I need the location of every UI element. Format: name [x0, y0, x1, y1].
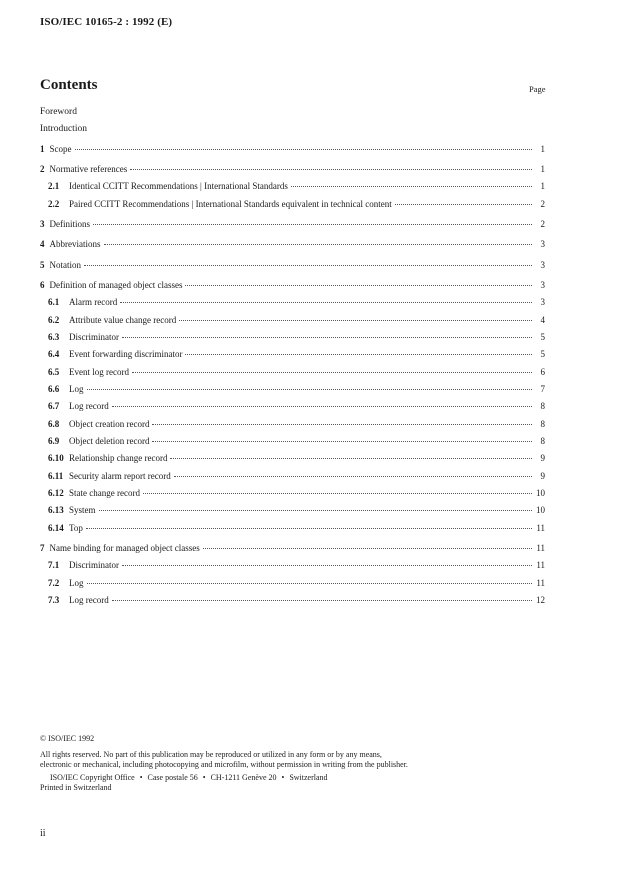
bullet-separator: • — [139, 772, 143, 782]
toc-entry[interactable] — [48, 181, 545, 191]
toc-entry-page: 6 — [540, 367, 545, 377]
page-column-label: Page — [529, 84, 546, 94]
toc-introduction[interactable]: Introduction — [40, 124, 87, 134]
toc-entry[interactable] — [40, 260, 545, 270]
toc-entry-number: 7.2 — [48, 578, 60, 588]
toc-entry-number: 6.8 — [48, 419, 60, 429]
toc-entry-number: 7 — [40, 543, 45, 553]
toc-entry-page: 11 — [536, 523, 545, 533]
toc-entry[interactable] — [40, 543, 545, 553]
toc-entry-page: 4 — [540, 315, 545, 325]
toc-entry-number: 1 — [40, 144, 45, 154]
address-postbox: Case postale 56 — [147, 772, 198, 782]
toc-entry-label: Log record — [69, 595, 109, 605]
toc-entry-label: Log — [69, 578, 84, 588]
toc-entry-page: 2 — [540, 219, 545, 229]
toc-entry-number: 2.1 — [48, 181, 60, 191]
address-office: ISO/IEC Copyright Office — [50, 772, 135, 782]
printed-in: Printed in Switzerland — [40, 783, 112, 792]
toc-entry-label: Discriminator — [69, 332, 119, 342]
toc-entry-page: 3 — [540, 260, 545, 270]
toc-entry-number: 6.14 — [48, 523, 64, 533]
toc-entry[interactable] — [40, 280, 545, 290]
toc-entry-page: 3 — [540, 297, 545, 307]
toc-entry-number: 6.12 — [48, 488, 64, 498]
dot-leader — [152, 441, 532, 442]
toc-entry-label: Abbreviations — [49, 239, 101, 249]
toc-entry[interactable] — [48, 332, 545, 342]
toc-entry-number: 6.13 — [48, 505, 64, 515]
toc-entry[interactable] — [48, 419, 545, 429]
dot-leader — [185, 354, 532, 355]
toc-entry-page: 12 — [536, 595, 545, 605]
dot-leader — [112, 406, 532, 407]
toc-entry-page: 5 — [540, 332, 545, 342]
dot-leader — [203, 548, 532, 549]
toc-entry-label: Definitions — [49, 219, 90, 229]
copyright-line: © ISO/IEC 1992 — [40, 734, 95, 743]
toc-entry-number: 6.10 — [48, 453, 64, 463]
toc-entry-number: 6.11 — [48, 471, 64, 481]
toc-entry-page: 8 — [540, 436, 545, 446]
toc-entry[interactable] — [40, 164, 545, 174]
toc-entry-page: 2 — [540, 199, 545, 209]
toc-entry-label: Object deletion record — [69, 436, 150, 446]
toc-entry-number: 3 — [40, 219, 45, 229]
toc-entry-label: Alarm record — [69, 297, 118, 307]
dot-leader — [112, 600, 532, 601]
toc-entry-label: Object creation record — [69, 419, 150, 429]
dot-leader — [93, 224, 532, 225]
toc-entry[interactable] — [48, 349, 545, 359]
toc-entry[interactable] — [48, 453, 545, 463]
toc-entry[interactable] — [48, 315, 545, 325]
toc-entry-number: 6.3 — [48, 332, 60, 342]
toc-entry-label: Scope — [49, 144, 72, 154]
toc-entry-label: Attribute value change record — [69, 315, 177, 325]
address-country: Switzerland — [289, 772, 328, 782]
toc-entry-label: Event log record — [69, 367, 129, 377]
toc-entry-number: 7.3 — [48, 595, 60, 605]
toc-entry[interactable] — [48, 488, 545, 498]
toc-entry-page: 3 — [540, 280, 545, 290]
address-city: CH-1211 Genève 20 — [210, 772, 277, 782]
dot-leader — [99, 510, 532, 511]
toc-entry-label: Log record — [69, 401, 109, 411]
dot-leader — [120, 302, 532, 303]
dot-leader — [179, 320, 532, 321]
toc-entry-number: 6.9 — [48, 436, 60, 446]
toc-entry-page: 11 — [536, 543, 545, 553]
toc-entry-label: Relationship change record — [69, 453, 168, 463]
toc-entry-page: 7 — [540, 384, 545, 394]
dot-leader — [75, 149, 533, 150]
toc-entry-page: 10 — [536, 488, 545, 498]
dot-leader — [87, 389, 533, 390]
toc-entry-label: State change record — [69, 488, 140, 498]
dot-leader — [174, 476, 532, 477]
toc-entry-label: System — [69, 505, 96, 515]
toc-entry-page: 10 — [536, 505, 545, 515]
toc-entry[interactable] — [48, 578, 545, 588]
toc-entry-page: 8 — [540, 419, 545, 429]
toc-entry-label: Top — [69, 523, 83, 533]
dot-leader — [170, 458, 532, 459]
toc-entry-number: 6.1 — [48, 297, 60, 307]
document-header: ISO/IEC 10165-2 : 1992 (E) — [40, 16, 173, 28]
toc-entry-number: 6.4 — [48, 349, 60, 359]
toc-entry-page: 1 — [540, 181, 545, 191]
toc-entry-number: 4 — [40, 239, 45, 249]
toc-entry[interactable] — [48, 560, 545, 570]
toc-entry-number: 7.1 — [48, 560, 60, 570]
toc-entry-label: Notation — [49, 260, 81, 270]
toc-entry-label: Definition of managed object classes — [49, 280, 183, 290]
dot-leader — [152, 424, 532, 425]
toc-entry[interactable] — [48, 384, 545, 394]
toc-entry-page: 11 — [536, 560, 545, 570]
toc-entry-number: 2.2 — [48, 199, 60, 209]
page-title: Contents — [40, 77, 98, 93]
toc-entry-number: 6 — [40, 280, 45, 290]
toc-foreword[interactable]: Foreword — [40, 107, 77, 117]
toc-entry-page: 9 — [540, 453, 545, 463]
toc-entry-label: Security alarm report record — [69, 471, 171, 481]
toc-entry[interactable] — [48, 297, 545, 307]
toc-entry[interactable] — [48, 199, 545, 209]
toc-entry[interactable] — [48, 523, 545, 533]
dot-leader — [143, 493, 532, 494]
toc-entry[interactable] — [48, 595, 545, 605]
toc-entry-number: 6.5 — [48, 367, 60, 377]
toc-entry[interactable] — [48, 505, 545, 515]
page-number: ii — [40, 828, 46, 839]
toc-entry-page: 8 — [540, 401, 545, 411]
toc-entry-page: 5 — [540, 349, 545, 359]
toc-entry-number: 6.7 — [48, 401, 60, 411]
toc-entry[interactable] — [48, 471, 545, 481]
table-of-contents — [40, 104, 545, 605]
bullet-separator: • — [281, 772, 285, 782]
toc-entry-page: 11 — [536, 578, 545, 588]
toc-entry-number: 6.2 — [48, 315, 60, 325]
dot-leader — [130, 169, 532, 170]
dot-leader — [122, 565, 532, 566]
toc-entry-number: 5 — [40, 260, 45, 270]
toc-entry-page: 1 — [540, 164, 545, 174]
toc-entry-page: 3 — [540, 239, 545, 249]
toc-entry-label: Event forwarding discriminator — [69, 349, 183, 359]
toc-entry[interactable] — [40, 239, 545, 249]
toc-entry[interactable] — [48, 436, 545, 446]
toc-entry-label: Name binding for managed object classes — [49, 543, 200, 553]
rights-statement: All rights reserved. No part of this publication may be reproduced or utilized in any form or by any means, electronic or mechanical, including photocopying and microfilm, without permission in writing from the publisher. — [40, 749, 408, 769]
copyright-notice — [40, 734, 410, 794]
toc-entry[interactable] — [40, 219, 545, 229]
toc-entry-number: 6.6 — [48, 384, 60, 394]
toc-entry[interactable] — [48, 367, 545, 377]
dot-leader — [185, 285, 532, 286]
dot-leader — [87, 583, 533, 584]
copyright-office-address — [40, 773, 410, 784]
dot-leader — [104, 244, 533, 245]
toc-entry-label: Discriminator — [69, 560, 119, 570]
dot-leader — [122, 337, 532, 338]
toc-entry[interactable] — [40, 144, 545, 154]
toc-entry-label: Normative references — [49, 164, 128, 174]
bullet-separator: • — [202, 772, 206, 782]
toc-entry-label: Log — [69, 384, 84, 394]
toc-entry-label: Paired CCITT Recommendations | International Standards equivalent in technical content — [69, 199, 392, 209]
dot-leader — [84, 265, 532, 266]
toc-entry-label: Identical CCITT Recommendations | International Standards — [69, 181, 288, 191]
dot-leader — [132, 372, 532, 373]
toc-entry-page: 1 — [540, 144, 545, 154]
dot-leader — [395, 204, 532, 205]
dot-leader — [291, 186, 532, 187]
dot-leader — [86, 528, 532, 529]
toc-entry-page: 9 — [540, 471, 545, 481]
toc-entry-number: 2 — [40, 164, 45, 174]
toc-entry[interactable] — [48, 401, 545, 411]
